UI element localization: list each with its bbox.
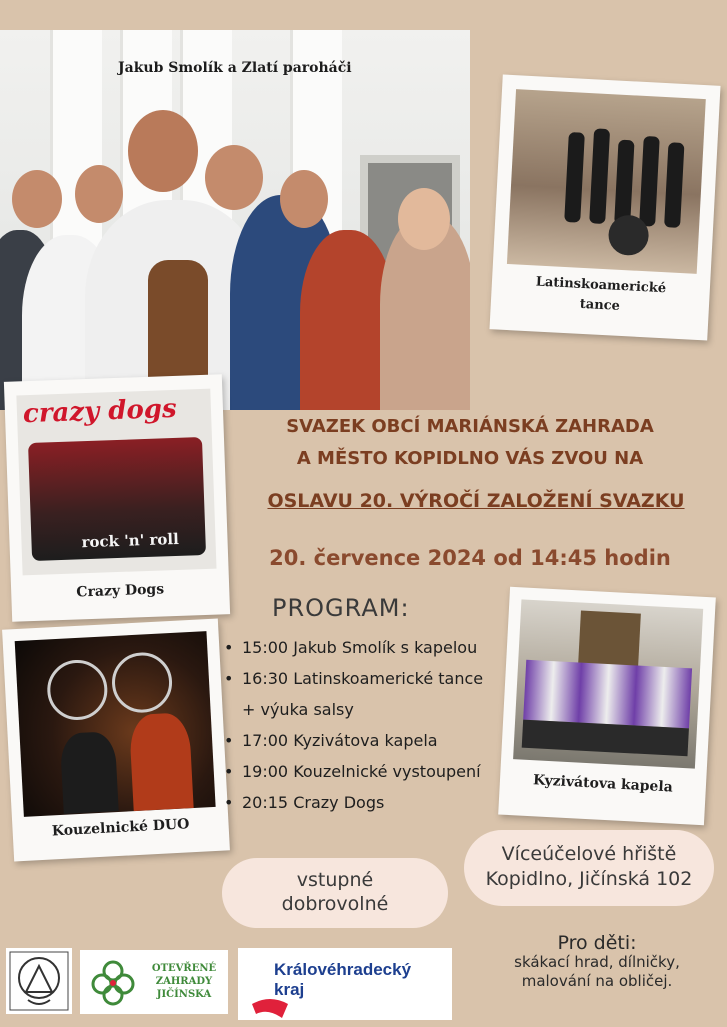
entry-line2: dobrovolné [281,893,389,915]
program-item: • 19:00 Kouzelnické vystoupení [222,756,483,787]
program-title: PROGRAM: [272,594,410,622]
venue-line1: Víceúčelové hřiště [501,843,677,865]
kids-line1: skákací hrad, dílničky, [514,953,680,971]
latin-caption-line1: Latinskoamerické [535,274,667,297]
kraj-swoosh-icon [252,996,288,1018]
program-item: • 15:00 Jakub Smolík s kapelou [222,632,483,663]
program-list [222,632,483,818]
entry-line1: vstupné [296,869,374,891]
invite-line-2: A MĚSTO KOPIDLNO VÁS ZVOU NA [296,448,644,469]
coat-of-arms-logo [6,948,72,1014]
program-item: • 20:15 Crazy Dogs [222,787,483,818]
crazy-dogs-logo: crazy dogs [22,393,178,430]
coat-of-arms-icon [6,948,72,1014]
polaroid-latin-dance [489,74,720,340]
zahrady-line2: ZAHRADY [155,976,213,987]
polaroid-kyzivatova-kapela [498,587,716,825]
event-title: OSLAVU 20. VÝROČÍ ZALOŽENÍ SVAZKU [267,490,685,512]
kids-info [478,934,716,991]
entry-pill [222,858,448,928]
flower-icon [88,957,138,1007]
kralovehradecky-kraj-logo [238,948,452,1020]
kids-title: Pro děti: [557,932,637,954]
venue-line2: Kopidlno, Jičínská 102 [485,868,693,890]
latin-caption-line2: tance [579,296,621,314]
program-item: • 17:00 Kyzivátova kapela [222,725,483,756]
program-item-continuation: + výuka salsy [242,700,354,719]
crazy-dogs-banner: rock 'n' roll [81,529,180,552]
hero-caption: Jakub Smolík a Zlatí paroháči [118,60,352,76]
invite-line-1: SVAZEK OBCÍ MARIÁNSKÁ ZAHRADA [286,416,654,437]
kraj-line2: kraj [274,980,305,999]
program-item: • 16:30 Latinskoamerické tance [222,663,483,694]
band-caption: Kyzivátova kapela [532,772,674,796]
polaroid-crazy-dogs [4,374,230,621]
magic-caption: Kouzelnické DUO [51,816,190,840]
kids-line2: malování na obličej. [521,972,673,990]
kraj-line1: Královéhradecký [274,960,412,979]
zahrady-line3: JIČÍNSKA [156,989,212,1000]
zahrady-line1: OTEVŘENÉ [151,963,217,974]
otevrene-zahrady-logo [80,950,228,1014]
hero-photo [0,30,470,410]
venue-pill [464,830,714,906]
event-date: 20. července 2024 od 14:45 hodin [269,546,671,570]
polaroid-magic-duo [2,619,230,862]
crazy-caption: Crazy Dogs [76,581,165,601]
